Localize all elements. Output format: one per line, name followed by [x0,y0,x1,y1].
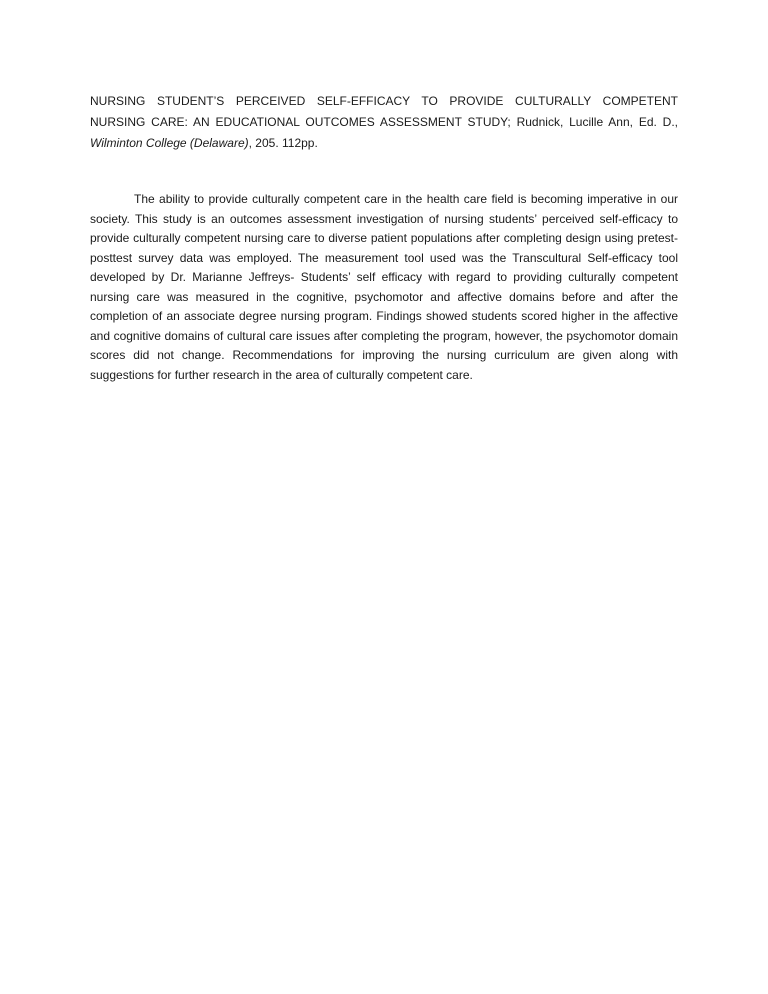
citation-author: Rudnick, Lucille Ann, Ed. D., [510,115,679,129]
citation-title: NURSING STUDENT’S PERCEIVED SELF-EFFICACY TO PROVIDE CULTURALLY COMPETENT NURSING CARE: AN EDUCATIONAL OUTCOMES ASSESSMENT STUDY; [90,94,678,129]
citation-details: , 205. 112pp. [248,136,318,150]
abstract-paragraph: The ability to provide culturally competent care in the health care field is becoming imperative in our society. This study is an outcomes assessment investigation of nursing students’ perceived self-efficacy to provide culturally competent nursing care to diverse patient populations after completing design using pretest-posttest survey data was employed. The measurement tool used was the Transcultural Self-efficacy tool developed by Dr. Marianne Jeffreys- Students’ self efficacy with regard to providing culturally competent nursing care was measured in the cognitive, psychomotor and affective domains before and after the completion of an associate degree nursing program. Findings showed students scored higher in the affective and cognitive domains of cultural care issues after completing the program, however, the psychomotor domain scores did not change. Recommendations for improving the nursing curriculum are given along with suggestions for further research in the area of culturally competent care. [90,192,678,382]
citation-institution: Wilminton College (Delaware) [90,136,249,150]
citation-paragraph [90,91,678,154]
